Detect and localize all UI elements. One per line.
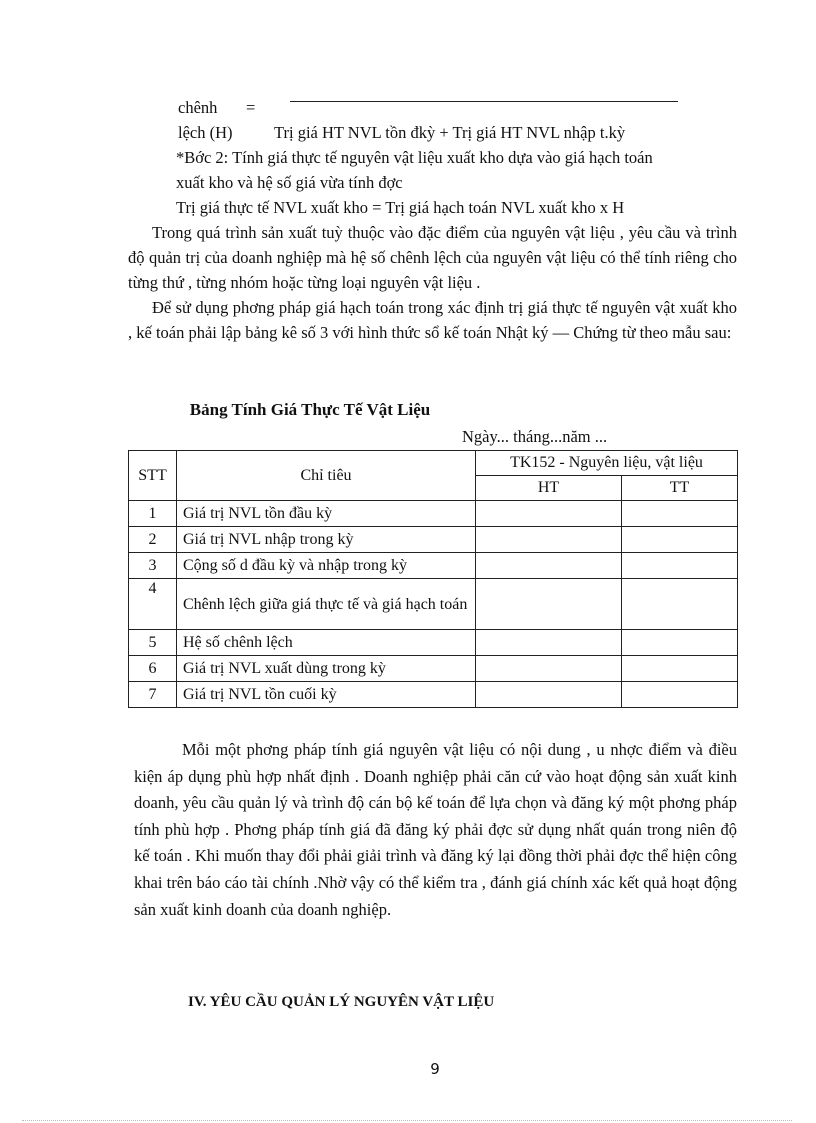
paragraph-3: Mỗi một phơng pháp tính giá nguyên vật liệu có nội dung , u nhợc điểm và điều kiện áp dụng phù hợp nhất định . Doanh nghiệp phải căn cứ vào hoạt động sản xuất kinh doanh, yêu cầu quản lý và trình độ cán bộ kế toán để lựa chọn và đăng ký một phơng pháp tính phù hợp . Phơng pháp tính giá đã đăng ký phải đợc sử dụng nhất quán trong niên độ kế toán . Khi muốn thay đổi phải giải trình và đăng ký lại đồng thời phải đợc thể hiện công khai trên báo cáo tài chính .Nhờ vậy có thể kiểm tra , đánh giá chính xác kết quả hoạt động sản xuất kinh doanh của doanh nghiệp. [134, 740, 737, 919]
cell-ht [476, 501, 622, 527]
paragraph-1: Trong quá trình sản xuất tuỳ thuộc vào đặc điểm của nguyên vật liệu , yêu cầu và trình độ quản trị của doanh nghiệp mà hệ số chênh lệch của nguyên vật liệu có thể tính riêng cho từng thứ , từng nhóm hoặc từng loại nguyên vật liệu . [128, 223, 737, 292]
row-stt: 1 [129, 501, 177, 527]
table-row [129, 579, 738, 630]
row-item: Giá trị NVL xuất dùng trong kỳ [177, 656, 476, 682]
table-row [129, 501, 738, 527]
row-stt: 4 [129, 579, 177, 630]
cell-tt [622, 501, 738, 527]
step2-line2: xuất kho và hệ số giá vừa tính đợc [176, 173, 403, 192]
cell-ht [476, 579, 622, 630]
cell-tt [622, 553, 738, 579]
row-item: Giá trị NVL tồn đầu kỳ [177, 501, 476, 527]
step2-line1: *Bớc 2: Tính giá thực tế nguyên vật liệu xuất kho dựa vào giá hạch toán [176, 148, 653, 167]
header-item: Chỉ tiêu [177, 451, 476, 501]
row-stt: 3 [129, 553, 177, 579]
row-item: Giá trị NVL nhập trong kỳ [177, 527, 476, 553]
cell-tt [622, 579, 738, 630]
formula-denominator: Trị giá HT NVL tồn đkỳ + Trị giá HT NVL nhập t.kỳ [274, 123, 626, 142]
footer-divider [22, 1120, 792, 1121]
page-number: 9 [430, 1060, 440, 1078]
header-group: TK152 - Nguyên liệu, vật liệu [476, 451, 738, 476]
cell-tt [622, 656, 738, 682]
formula-equals: = [246, 98, 256, 117]
table-row [129, 553, 738, 579]
table-title: Bảng Tính Giá Thực Tế Vật Liệu [189, 400, 431, 419]
row-item: Giá trị NVL tồn cuối kỳ [177, 682, 476, 708]
table-row [129, 656, 738, 682]
cell-tt [622, 527, 738, 553]
formula-label-top: chênh [178, 98, 218, 117]
header-stt: STT [129, 451, 177, 501]
table-row [129, 630, 738, 656]
row-item: Hệ số chênh lệch [177, 630, 476, 656]
row-stt: 7 [129, 682, 177, 708]
cell-tt [622, 630, 738, 656]
row-stt: 5 [129, 630, 177, 656]
cell-ht [476, 656, 622, 682]
paragraph-2: Để sử dụng phơng pháp giá hạch toán trong xác định trị giá thực tế nguyên vật xuất kho , kế toán phải lập bảng kê số 3 với hình thức sổ kế toán Nhật ký — Chứng từ theo mẫu sau: [128, 298, 737, 342]
cell-tt [622, 682, 738, 708]
cell-ht [476, 630, 622, 656]
row-stt: 2 [129, 527, 177, 553]
fraction-line [290, 101, 678, 102]
price-table [128, 450, 738, 708]
row-item: Cộng số d đầu kỳ và nhập trong kỳ [177, 553, 476, 579]
row-stt: 6 [129, 656, 177, 682]
formula2: Trị giá thực tế NVL xuất kho = Trị giá hạch toán NVL xuất kho x H [176, 198, 625, 217]
table-row [129, 682, 738, 708]
table-date: Ngày... tháng...năm ... [462, 427, 608, 446]
formula-label-bottom: lệch (H) [178, 123, 233, 142]
header-tt: TT [622, 476, 738, 501]
section-heading: IV. YÊU CẦU QUẢN LÝ NGUYÊN VẬT LIỆU [188, 994, 495, 1010]
table-row [129, 527, 738, 553]
row-item: Chênh lệch giữa giá thực tế và giá hạch toán [177, 579, 476, 630]
cell-ht [476, 527, 622, 553]
cell-ht [476, 682, 622, 708]
cell-ht [476, 553, 622, 579]
header-ht: HT [476, 476, 622, 501]
